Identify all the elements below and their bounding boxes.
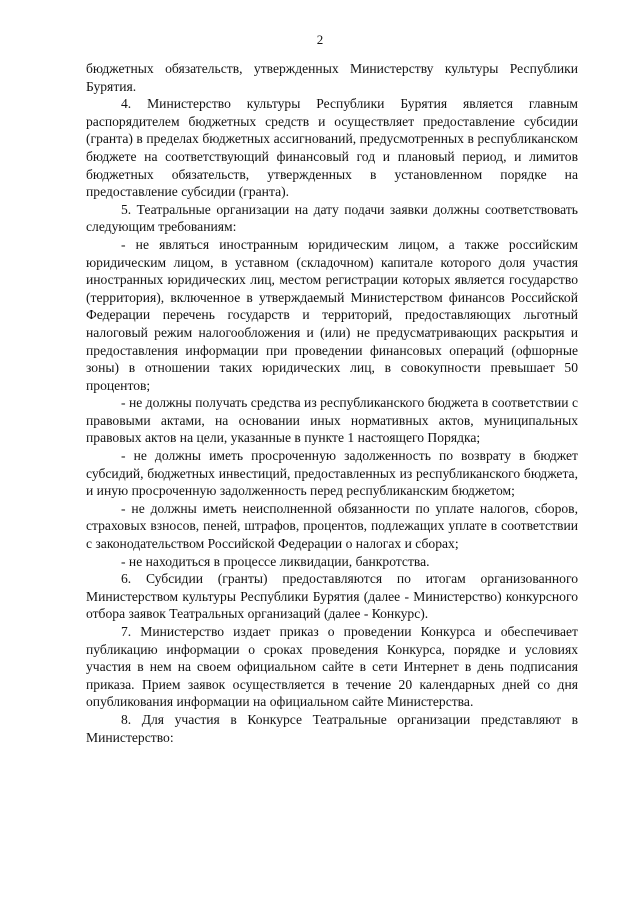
paragraph-5: 5. Театральные организации на дату подачи заявки должны соответствовать следующим требованиям: bbox=[86, 201, 578, 235]
requirement-item-2: - не должны получать средства из республиканского бюджета в соответствии с правовыми актами, на основании иных нормативных актов, муниципальных правовых актов на цели, указанные в пункте 1 настоящего Порядка; bbox=[86, 395, 578, 446]
document-body bbox=[86, 60, 578, 746]
requirement-item-5: - не находиться в процессе ликвидации, банкротства. bbox=[121, 553, 430, 569]
requirement-item-1: - не являться иностранным юридическим лицом, а также российским юридическим лицом, в уставном (складочном) капитале которого доля участия иностранных юридических лиц, местом регистрации которых является государство (территория), включенное в утверждаемый Министерством финансов Российской Федерации перечень государств и территорий, предоставляющих льготный налоговый режим налогообложения и (или) не предусматривающих раскрытия и предоставления информации при проведении финансовых операций (офшорные зоны) в отношении таких юридических лиц, в совокупности превышает 50 процентов; bbox=[86, 236, 578, 393]
paragraph-continuation: бюджетных обязательств, утвержденных Министерству культуры Республики Бурятия. bbox=[86, 61, 578, 94]
requirement-item-4: - не должны иметь неисполненной обязанности по уплате налогов, сборов, страховых взносов, пеней, штрафов, процентов, подлежащих уплате в соответствии с законодательством Российской Федерации о налогах и сборах; bbox=[86, 500, 578, 552]
paragraph-8: 8. Для участия в Конкурсе Театральные организации представляют в Министерство: bbox=[86, 711, 578, 745]
page-number: 2 bbox=[316, 32, 324, 47]
paragraph-4: 4. Министерство культуры Республики Бурятия является главным распорядителем бюджетных средств и осуществляет предоставление субсидии (гранта) в пределах бюджетных ассигнований, предусмотренных в республиканском бюджете на соответствующий финансовый год и плановый период, и лимитов бюджетных обязательств, утвержденных в установленном порядке на предоставление субсидии (гранта). bbox=[86, 96, 578, 200]
paragraph-6: 6. Субсидии (гранты) предоставляются по итогам организованного Министерством культуры Республики Бурятия (далее - Министерство) конкурсного отбора заявок Театральных организаций (далее - Конкурс). bbox=[86, 571, 578, 622]
requirement-item-3: - не должны иметь просроченную задолженность по возврату в бюджет субсидий, бюджетных инвестиций, предоставленных из республиканского бюджета, и иную просроченную задолженность перед республиканским бюджетом; bbox=[86, 448, 578, 499]
paragraph-7: 7. Министерство издает приказ о проведении Конкурса и обеспечивает публикацию информации о сроках проведения Конкурса, порядке и условиях участия в нем на своем официальном сайте в сети Интернет в день подписания приказа. Прием заявок осуществляется в течение 20 календарных дней со дня опубликования информации на официальном сайте Министерства. bbox=[86, 624, 578, 710]
